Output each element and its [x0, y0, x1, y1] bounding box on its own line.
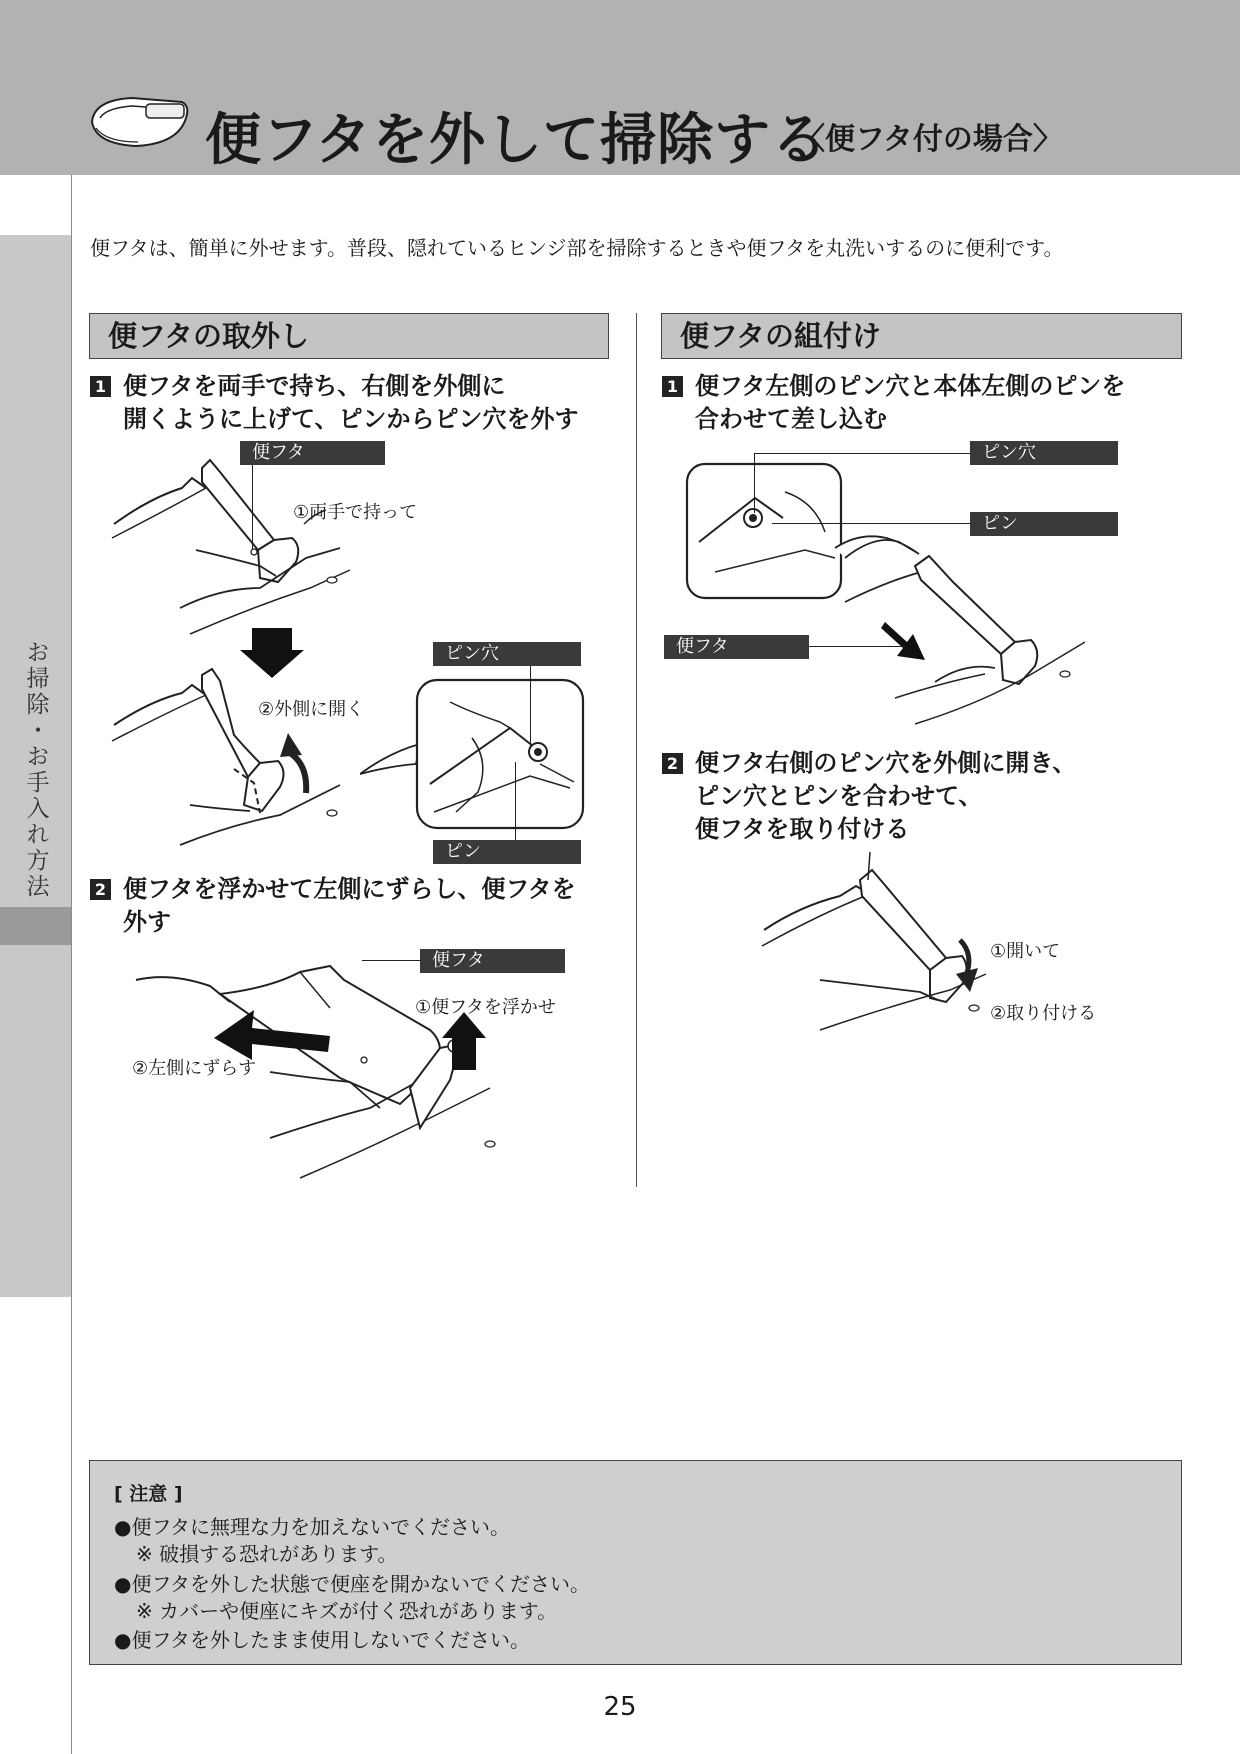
- figure-pin-detail: [360, 672, 590, 832]
- caution-subnote: ※ 破損する恐れがあります。: [136, 1542, 398, 1566]
- leader-line: [754, 453, 970, 454]
- leader-line: [252, 465, 253, 550]
- open-note: ②外側に開く: [258, 699, 365, 720]
- removal-step-1: 1 便フタを両手で持ち、右側を外側に 開くように上げて、ピンからピン穴を外す: [90, 370, 630, 436]
- figure-hold-lid: [110, 438, 360, 638]
- figure-attach-lid: [760, 850, 990, 1035]
- caution-item: ●便フタに無理な力を加えないでください。: [114, 1515, 511, 1539]
- page-title: 便フタを外して掃除する: [205, 108, 829, 173]
- page-subtitle: 〈便フタ付の場合〉: [795, 122, 1063, 157]
- pin-label: ピン: [970, 512, 1118, 536]
- hold-note: ①両手で持って: [293, 502, 418, 523]
- install-heading: 便フタの組付け: [661, 313, 1182, 359]
- figure-insert-pin: [685, 462, 1085, 732]
- pin-hole-label: ピン穴: [433, 642, 581, 666]
- caution-title: [ 注意 ]: [114, 1483, 183, 1505]
- caution-item: ●便フタを外したまま使用しないでください。: [114, 1628, 531, 1652]
- lid-label: 便フタ: [240, 441, 385, 465]
- side-tab-label: お掃除・お手入れ方法: [22, 640, 49, 900]
- lid-label: 便フタ: [420, 949, 565, 973]
- column-divider: [636, 313, 637, 1187]
- leader-line: [772, 523, 970, 524]
- toilet-seat-icon: [86, 92, 196, 152]
- removal-step-2: 2 便フタを浮かせて左側にずらし、便フタを 外す: [90, 873, 630, 939]
- step-number: 1: [90, 376, 111, 397]
- attach-note: ②取り付ける: [990, 1003, 1097, 1024]
- step-number: 1: [662, 376, 683, 397]
- margin-line: [71, 175, 72, 1754]
- caution-box: [89, 1460, 1182, 1665]
- lid-label: 便フタ: [664, 635, 809, 659]
- caution-subnote: ※ カバーや便座にキズが付く恐れがあります。: [136, 1599, 558, 1623]
- install-step-1: 1 便フタ左側のピン穴と本体左側のピンを 合わせて差し込む: [662, 370, 1182, 436]
- step-number: 2: [90, 879, 111, 900]
- leader-line: [530, 666, 531, 746]
- leader-line: [754, 453, 755, 513]
- figure-open-outward: [110, 665, 360, 855]
- pin-label: ピン: [433, 840, 581, 864]
- leader-line: [515, 762, 516, 840]
- side-tab-marker: [0, 907, 71, 945]
- step-number: 2: [662, 753, 683, 774]
- page-number: 25: [603, 1692, 637, 1722]
- slide-note: ②左側にずらす: [132, 1058, 257, 1079]
- caution-item: ●便フタを外した状態で便座を開かないでください。: [114, 1572, 591, 1596]
- pin-hole-label: ピン穴: [970, 441, 1118, 465]
- intro-text: 便フタは、簡単に外せます。普段、隠れているヒンジ部を掃除するときや便フタを丸洗いするのに便利です。: [90, 236, 1064, 260]
- removal-heading: 便フタの取外し: [89, 313, 609, 359]
- install-step-2: 2 便フタ右側のピン穴を外側に開き、 ピン穴とピンを合わせて、 便フタを取り付ける: [662, 747, 1182, 846]
- leader-line: [809, 646, 905, 647]
- leader-line: [362, 960, 420, 961]
- float-note: ①便フタを浮かせ: [415, 997, 556, 1018]
- open-note: ①開いて: [990, 941, 1061, 962]
